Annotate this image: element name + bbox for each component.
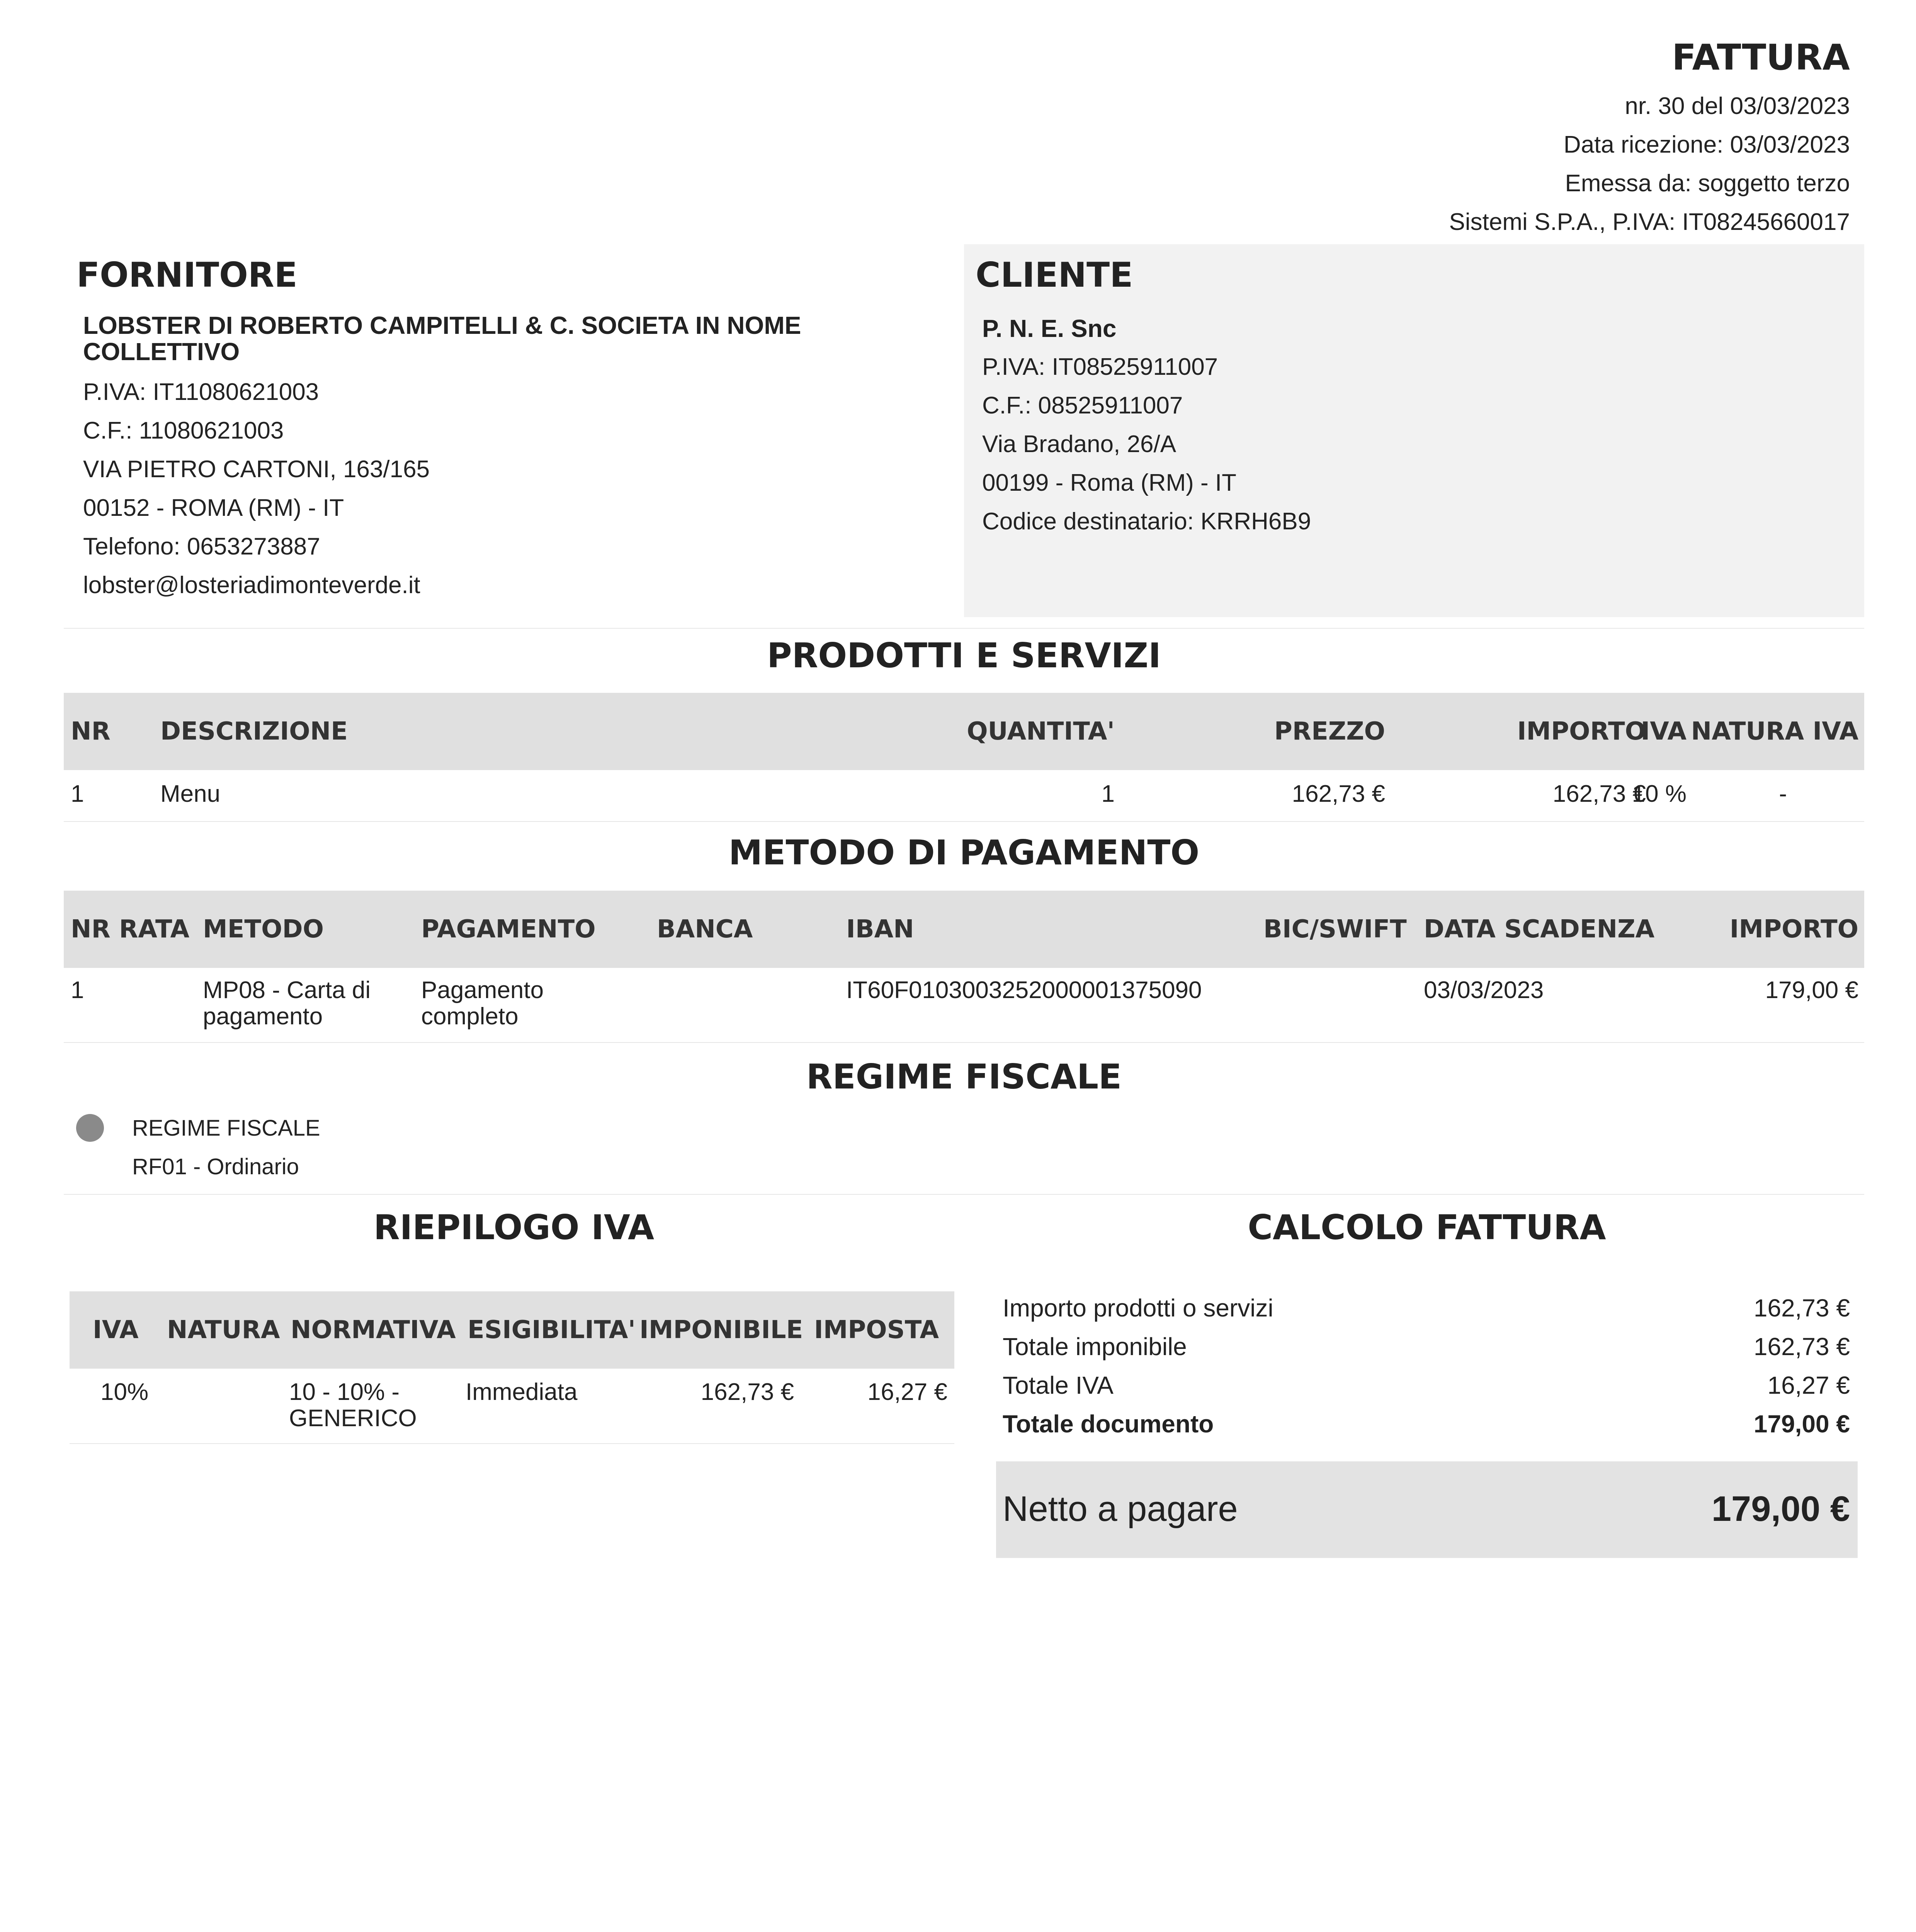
calc-label-totale: Totale documento [1003,1410,1214,1438]
document-title: FATTURA [1672,37,1850,78]
regime-title: REGIME FISCALE [806,1057,1122,1097]
cell-metodo-line2: pagamento [203,1003,323,1030]
client-tax-code: C.F.: 08525911007 [982,392,1183,419]
calc-value-totale: 179,00 € [1753,1410,1850,1438]
divider [64,628,1864,629]
cell-normativa-line2: GENERICO [289,1405,417,1432]
cell-nr: 1 [71,781,84,807]
col-imponibile: IMPONIBILE [639,1316,803,1344]
col-normativa: NORMATIVA [291,1316,456,1344]
table-row [70,1372,954,1441]
cell-metodo-line1: MP08 - Carta di [203,977,371,1003]
col-iva: IVA [93,1316,139,1344]
net-payable-value: 179,00 € [1711,1489,1850,1529]
col-importo: IMPORTO [1517,717,1646,746]
col-descrizione: DESCRIZIONE [160,717,348,746]
calc-value-iva: 16,27 € [1767,1371,1850,1399]
reception-date: Data ricezione: 03/03/2023 [1563,131,1850,158]
cell-iva: 10% [100,1379,149,1405]
col-importo: IMPORTO [1729,915,1858,944]
cell-pagamento-line2: completo [421,1003,519,1030]
client-recipient-code: Codice destinatario: KRRH6B9 [982,508,1311,535]
calc-label-iva: Totale IVA [1003,1371,1114,1399]
col-bic-swift: BIC/SWIFT [1263,915,1407,944]
col-iva: IVA [1641,717,1686,746]
cell-importo: 162,73 € [1552,781,1646,807]
divider [70,1443,954,1444]
supplier-address: VIA PIETRO CARTONI, 163/165 [83,456,430,483]
cell-quantita: 1 [1101,781,1115,807]
supplier-city: 00152 - ROMA (RM) - IT [83,495,344,521]
issued-by: Emessa da: soggetto terzo [1565,170,1850,197]
col-nr: NR [71,717,111,746]
cell-nr-rata: 1 [71,977,84,1003]
cell-descrizione: Menu [160,781,221,807]
cell-imponibile: 162,73 € [700,1379,794,1405]
bullet-icon [76,1114,104,1142]
supplier-email: lobster@losteriadimonteverde.it [83,572,420,599]
regime-label: REGIME FISCALE [132,1116,320,1141]
divider [64,821,1864,822]
supplier-name-line1: LOBSTER DI ROBERTO CAMPITELLI & C. SOCIETA IN NOME [83,311,801,339]
cell-prezzo: 162,73 € [1292,781,1385,807]
col-natura: NATURA [167,1316,280,1344]
regime-value: RF01 - Ordinario [132,1154,299,1179]
cell-natura-iva: - [1779,781,1787,807]
col-esigibilita: ESIGIBILITA' [468,1316,636,1344]
col-metodo: METODO [203,915,324,944]
cell-iva: 10 % [1632,781,1686,807]
cell-imposta: 16,27 € [867,1379,947,1405]
supplier-name-line2: COLLETTIVO [83,338,240,366]
calc-value-imponibile: 162,73 € [1753,1333,1850,1361]
cell-data-scadenza: 03/03/2023 [1424,977,1544,1003]
supplier-phone: Telefono: 0653273887 [83,533,320,560]
cell-esigibilita: Immediata [466,1379,578,1405]
col-banca: BANCA [657,915,753,944]
cell-normativa-line1: 10 - 10% - [289,1379,400,1405]
col-pagamento: PAGAMENTO [421,915,596,944]
col-imposta: IMPOSTA [814,1316,939,1344]
col-data-scadenza: DATA SCADENZA [1424,915,1655,944]
col-natura-iva: NATURA IVA [1691,717,1858,746]
payment-table-header [64,891,1864,968]
calc-label-imponibile: Totale imponibile [1003,1333,1187,1361]
col-quantita: QUANTITA' [967,717,1115,746]
table-row [64,773,1864,819]
client-name: P. N. E. Snc [982,315,1117,342]
supplier-tax-code: C.F.: 11080621003 [83,417,284,444]
col-nr-rata: NR RATA [71,915,190,944]
vat-summary-title: RIEPILOGO IVA [373,1208,655,1247]
net-payable-label: Netto a pagare [1003,1489,1238,1529]
col-iban: IBAN [846,915,914,944]
divider [64,1042,1864,1043]
payment-title: METODO DI PAGAMENTO [728,833,1200,872]
calc-value-importo: 162,73 € [1753,1294,1850,1322]
client-city: 00199 - Roma (RM) - IT [982,469,1237,496]
issuer-company: Sistemi S.P.A., P.IVA: IT08245660017 [1449,209,1850,235]
col-prezzo: PREZZO [1274,717,1385,746]
products-title: PRODOTTI E SERVIZI [767,636,1161,675]
calc-label-importo: Importo prodotti o servizi [1003,1294,1273,1322]
divider [64,1194,1864,1195]
cell-pagamento-line1: Pagamento [421,977,544,1003]
invoice-calc-title: CALCOLO FATTURA [1248,1208,1606,1247]
client-vat: P.IVA: IT08525911007 [982,354,1218,380]
client-title: CLIENTE [976,255,1133,295]
supplier-vat: P.IVA: IT11080621003 [83,379,319,405]
client-address: Via Bradano, 26/A [982,431,1176,457]
cell-importo: 179,00 € [1765,977,1858,1003]
supplier-title: FORNITORE [77,255,298,295]
vat-table-header [70,1291,954,1369]
table-row [64,970,1864,1039]
supplier-name [83,312,801,365]
products-table-header [64,693,1864,770]
cell-iban: IT60F0103003252000001375090 [846,977,1202,1003]
invoice-number: nr. 30 del 03/03/2023 [1625,93,1850,119]
